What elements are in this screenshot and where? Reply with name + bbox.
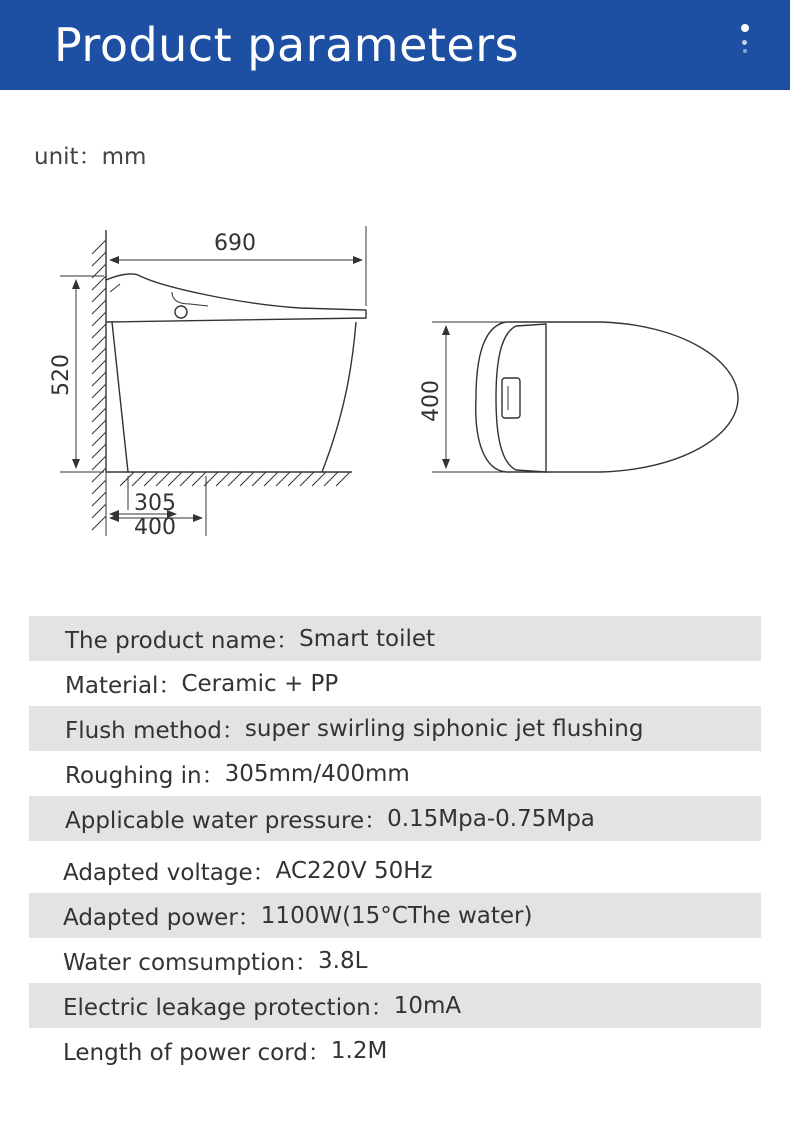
spec-row — [29, 848, 761, 893]
dim-width: 400 — [419, 380, 444, 422]
spec-label: Material： — [65, 673, 182, 699]
dimension-drawing — [0, 200, 790, 560]
toilet-back — [322, 322, 356, 472]
spec-label: Applicable water pressure： — [65, 808, 388, 834]
spec-value: AC220V 50Hz — [275, 857, 433, 884]
spec-label: Electric leakage protection： — [63, 995, 394, 1021]
spec-label: Roughing in： — [65, 763, 225, 789]
spec-row — [29, 706, 761, 751]
spec-value: 1.2M — [330, 1037, 388, 1064]
dim-length: 690 — [214, 231, 256, 256]
spec-label: Flush method： — [65, 718, 245, 744]
spec-label: Adapted voltage： — [63, 860, 276, 886]
unit-label: unit：mm — [34, 144, 147, 170]
spec-value: Smart toilet — [299, 625, 436, 652]
spec-value: 0.15Mpa-0.75Mpa — [387, 805, 595, 832]
spec-value: 1100W(15°CThe water) — [260, 902, 533, 929]
dim-rough-in-short: 305 — [134, 491, 176, 516]
page-title: Product parameters — [54, 18, 520, 72]
toilet-front — [112, 322, 128, 472]
more-options-icon[interactable] — [738, 24, 752, 60]
spec-row — [29, 751, 761, 796]
spec-row — [29, 983, 761, 1028]
spec-value: 305mm/400mm — [224, 760, 410, 787]
spec-label: Adapted power： — [63, 905, 261, 931]
spec-row — [29, 616, 761, 661]
floor-hatch — [120, 472, 350, 486]
spec-label: Length of power cord： — [63, 1040, 331, 1066]
spec-value: Ceramic + PP — [181, 670, 339, 697]
tank-section — [496, 324, 546, 472]
spec-row — [29, 1028, 761, 1073]
toilet-lid — [106, 274, 366, 322]
page-header — [0, 0, 790, 90]
dim-rough-in-long: 400 — [134, 515, 176, 540]
spec-value: 3.8L — [318, 947, 368, 974]
button-circle — [175, 306, 187, 318]
spec-value: super swirling siphonic jet flushing — [244, 715, 644, 742]
spec-row — [29, 661, 761, 706]
dim-height: 520 — [49, 354, 74, 396]
toilet-outline-top — [476, 322, 738, 472]
top-view — [432, 322, 738, 472]
control-box — [502, 378, 520, 418]
spec-table — [29, 616, 761, 1073]
side-view — [60, 226, 366, 536]
spec-row — [29, 938, 761, 983]
spec-row — [29, 893, 761, 938]
spec-row — [29, 796, 761, 841]
spec-value: 10mA — [393, 992, 462, 1019]
wall-hatch — [92, 240, 106, 530]
spec-label: Water comsumption： — [63, 950, 319, 976]
spec-label: The product name： — [65, 628, 300, 654]
